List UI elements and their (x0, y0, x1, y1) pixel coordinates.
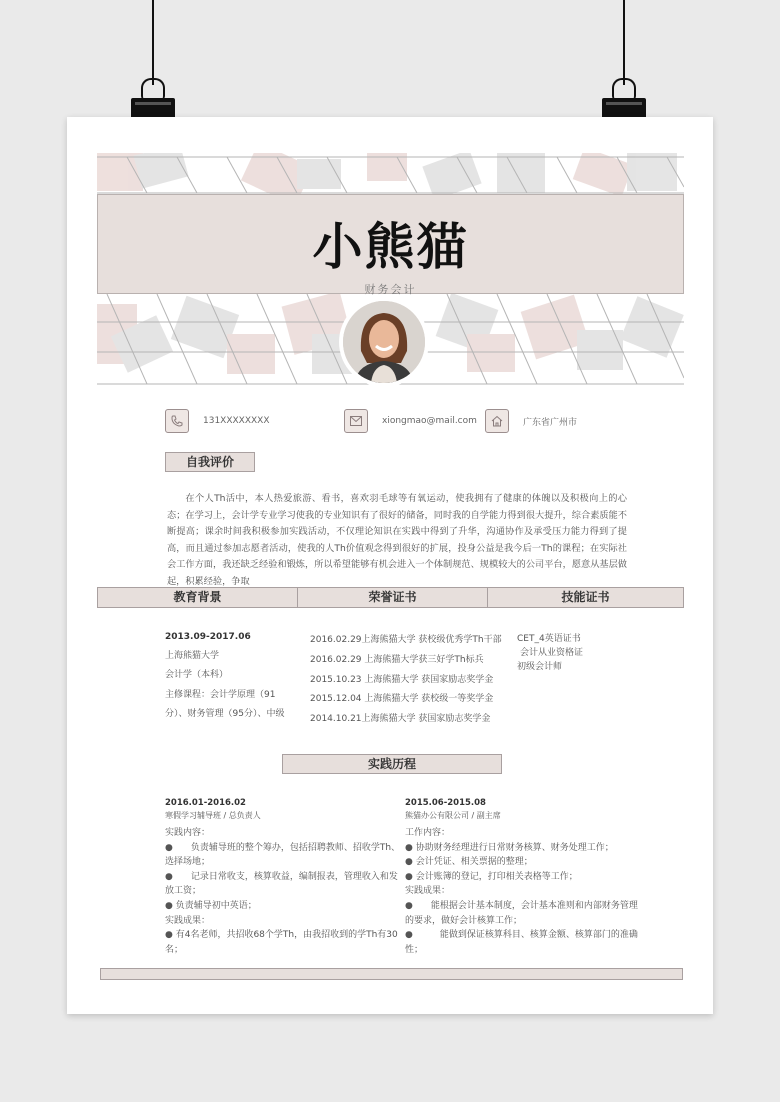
skill-item: CET_4英语证书 (517, 634, 581, 644)
practice-heading: 实践历程 (282, 754, 502, 774)
self-eval-text: 在个人Th活中，本人热爱旅游、看书，喜欢羽毛球等有氧运动，使我拥有了健康的体魄以及积极向上的心态；在学习上，会计学专业学习使我的专业知识有了很好的储备，同时我的自学能力得到很大提升，综合素质能不断提高；课余时间我积极参加实践活动，不仅理论知识在实践中得到了升华，沟通协作及承受压力能力得到了提高，而且通过参加志愿者活动，使我的人Th价值观念得到很好的扩展，投身公益是我今后一Th的课程；在实际社会工作方面，我还缺乏经验和锻炼，所以希望能够有机会进入一个体制规范、规模较大的公司平台，愿意从基层做起，积累经验，争取 (167, 493, 627, 587)
skill-item: 会计从业资格证 (520, 648, 584, 658)
practice-right-line: ● 会计凭证、相关票据的整理； (405, 857, 533, 868)
education-courses-line2: 分）、财务管理（95分）、中级 (165, 709, 285, 719)
honors-column (310, 631, 502, 730)
resume-paper (67, 117, 713, 1014)
skills-column (517, 632, 583, 674)
binder-clip-right (602, 0, 646, 135)
contact-email (344, 408, 477, 434)
contact-location (485, 408, 577, 434)
top-pattern-band (97, 153, 684, 195)
education-courses-line1: 主修课程：会计学原理（91 (165, 689, 276, 700)
phone-icon (165, 409, 189, 433)
home-icon (485, 409, 509, 433)
education-school: 上海熊猫大学 (165, 650, 220, 661)
practice-right (405, 797, 638, 957)
skill-item: 初级会计师 (517, 662, 563, 672)
practice-left-line: 实践内容： (165, 828, 211, 838)
practice-left-line: ● 负责辅导班的整个筹办，包括招聘教师、招收学Th、 (165, 842, 401, 853)
practice-left-line: 实践成果： (165, 915, 211, 926)
practice-right-org: 熊猫办公有限公司 / 副主席 (405, 811, 501, 820)
contact-phone (165, 408, 270, 434)
title-box (97, 194, 684, 294)
practice-left-line: ● 记录日常收支，核算收益，编制报表，管理收入和发 (165, 871, 398, 882)
practice-right-line: 的要求，做好会计核算工作； (405, 915, 523, 926)
phone-number: 131XXXXXXXX (203, 416, 270, 426)
practice-left-org: 寒假学习辅导班 / 总负责人 (165, 811, 261, 820)
practice-right-line: 实践成果： (405, 886, 451, 897)
honor-item: 2015.10.23 上海熊猫大学 获国家励志奖学金 (310, 674, 494, 685)
honor-item: 2016.02.29 上海熊猫大学获三好学Th标兵 (310, 654, 484, 665)
practice-left-line: ● 有4名老师，共招收68个学Th，由我招收到的学Th有30 (165, 930, 398, 941)
education-major: 会计学（本科） (165, 670, 229, 680)
practice-right-line: ● 能根据会计基本制度，会计基本准则和内部财务管理 (405, 900, 638, 911)
practice-left-line: 选择场地； (165, 857, 211, 868)
section-heading-bar (97, 587, 684, 608)
footer-bar (100, 968, 683, 980)
practice-right-line: ● 协助财务经理进行日常财务核算、财务处理工作； (405, 842, 614, 853)
education-heading: 教育背景 (98, 588, 298, 607)
honors-heading: 荣誉证书 (298, 588, 488, 607)
practice-right-line: 性； (405, 944, 424, 955)
education-column (165, 629, 284, 724)
practice-left (165, 797, 401, 957)
location-text: 广东省广州市 (523, 417, 578, 428)
practice-left-line: 放工资； (165, 886, 202, 897)
skills-heading: 技能证书 (561, 590, 610, 604)
mail-icon (344, 409, 368, 433)
education-period: 2013.09-2017.06 (165, 632, 251, 642)
practice-right-line: ● 能做到保证核算科目、核算金额、核算部门的准确 (405, 930, 638, 941)
practice-right-line: ● 会计账簿的登记，打印相关表格等工作； (405, 871, 578, 882)
self-eval-heading: 自我评价 (165, 452, 255, 472)
honor-item: 2014.10.21上海熊猫大学 获国家励志奖学金 (310, 714, 491, 725)
honor-item: 2016.02.29上海熊猫大学 获校级优秀学Th干部 (310, 635, 502, 645)
practice-left-line: ● 负责辅导初中英语； (165, 900, 257, 911)
job-title: 财务会计 (364, 283, 417, 296)
practice-right-period: 2015.06-2015.08 (405, 798, 486, 808)
portrait-photo (343, 301, 425, 383)
practice-left-line: 名； (165, 944, 184, 955)
practice-left-period: 2016.01-2016.02 (165, 798, 246, 808)
resume-name: 小熊猫 (312, 218, 469, 276)
binder-clip-left (131, 0, 175, 135)
practice-right-line: 工作内容： (405, 828, 451, 838)
honor-item: 2015.12.04 上海熊猫大学 获校级一等奖学金 (310, 694, 494, 705)
avatar (339, 297, 429, 387)
email-address: xiongmao@mail.com (382, 416, 477, 426)
